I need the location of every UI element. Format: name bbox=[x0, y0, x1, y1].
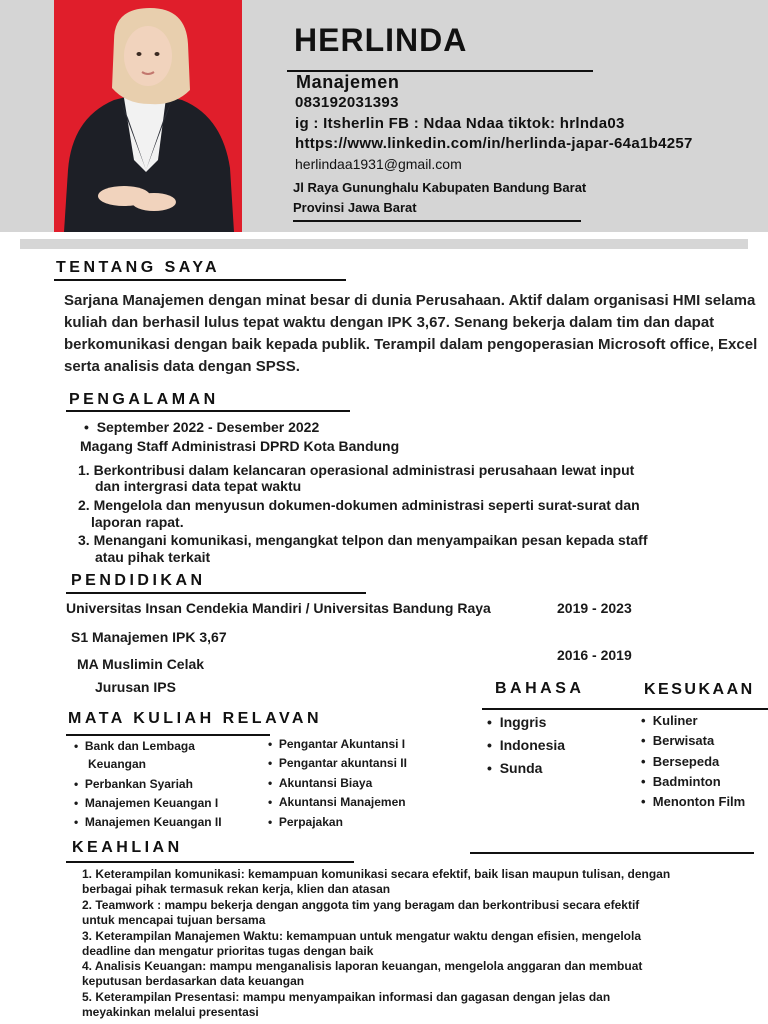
language-item: • Indonesia bbox=[487, 737, 566, 753]
language-item: • Sunda bbox=[487, 760, 543, 776]
skill-item: 2. Teamwork : mampu bekerja dengan anggota tim yang beragam dan berkontribusi secara efektif untuk mencapai tujuan bersama bbox=[82, 898, 640, 927]
courses-heading: MATA KULIAH RELAVAN bbox=[68, 710, 323, 727]
hobby-item: • Menonton Film bbox=[641, 794, 746, 809]
hobbies-heading: KESUKAAN bbox=[644, 681, 755, 698]
language-divider bbox=[482, 708, 768, 710]
bullet-icon: • bbox=[268, 737, 273, 751]
courses-divider bbox=[66, 734, 270, 736]
experience-period-text: September 2022 - Desember 2022 bbox=[96, 419, 320, 435]
address-line-2: Provinsi Jawa Barat bbox=[293, 200, 417, 215]
hobby-item: • Bersepeda bbox=[641, 754, 720, 769]
bullet-icon: • bbox=[641, 754, 646, 769]
course-item: • Manajemen Keuangan I bbox=[74, 796, 219, 810]
bullet-icon: • bbox=[84, 419, 89, 435]
social-accounts: ig : Itsherlin FB : Ndaa Ndaa tiktok: hrlnda03 bbox=[295, 115, 625, 132]
phone-number: 083192031393 bbox=[295, 94, 399, 111]
school-years: 2016 - 2019 bbox=[557, 647, 632, 663]
bullet-icon: • bbox=[268, 756, 273, 770]
education-divider bbox=[66, 592, 366, 594]
skill-item: 5. Keterampilan Presentasi: mampu menyampaikan informasi dan gagasan dengan jelas dan meyakinkan melalui presentasi bbox=[82, 990, 611, 1019]
university-years: 2019 - 2023 bbox=[557, 600, 632, 616]
experience-item-cont: atau pihak terkait bbox=[95, 549, 211, 565]
course-item: • Pengantar akuntansi II bbox=[268, 756, 407, 770]
bullet-icon: • bbox=[74, 796, 79, 810]
bullet-icon: • bbox=[487, 760, 492, 776]
linkedin-link[interactable]: https://www.linkedin.com/in/herlinda-japar-64a1b4257 bbox=[295, 135, 693, 152]
about-divider bbox=[54, 279, 346, 281]
bullet-icon: • bbox=[268, 815, 273, 829]
experience-item: 2. Mengelola dan menyusun dokumen-dokumen administrasi seperti surat-surat dan bbox=[78, 497, 640, 513]
bullet-icon: • bbox=[641, 713, 646, 728]
skill-item: 1. Keterampilan komunikasi: kemampuan komunikasi secara efektif, baik lisan maupun tulisan, dengan berbagai pihak termasuk rekan kerja, klien dan atasan bbox=[82, 867, 671, 896]
bullet-icon: • bbox=[487, 737, 492, 753]
degree: S1 Manajemen IPK 3,67 bbox=[71, 629, 227, 645]
skills-divider bbox=[66, 861, 354, 863]
university-name: Universitas Insan Cendekia Mandiri / Universitas Bandung Raya bbox=[66, 600, 491, 616]
experience-period bbox=[84, 419, 319, 435]
course-item: • Bank dan Lembaga bbox=[74, 739, 195, 753]
school-name: MA Muslimin Celak bbox=[77, 656, 205, 672]
skill-item: 4. Analisis Keuangan: mampu menganalisis laporan keuangan, mengelola anggaran dan membuat keputusan berdasarkan data keuangan bbox=[82, 959, 643, 988]
course-item: • Akuntansi Biaya bbox=[268, 776, 373, 790]
bullet-icon: • bbox=[641, 733, 646, 748]
bullet-icon: • bbox=[268, 776, 273, 790]
experience-item: 3. Menangani komunikasi, mengangkat telpon dan menyampaikan pesan kepada staff bbox=[78, 532, 648, 548]
applicant-name: HERLINDA bbox=[294, 22, 468, 58]
bullet-icon: • bbox=[268, 795, 273, 809]
experience-item: 1. Berkontribusi dalam kelancaran operasional administrasi perusahaan lewat input bbox=[78, 462, 635, 478]
course-item: • Perpajakan bbox=[268, 815, 343, 829]
skill-item: 3. Keterampilan Manajemen Waktu: kemampuan untuk mengatur waktu dengan efisien, mengelola deadline dan mengatur prioritas tugas dengan baik bbox=[82, 929, 642, 958]
skills-heading: KEAHLIAN bbox=[72, 839, 183, 856]
school-major: Jurusan IPS bbox=[95, 679, 176, 695]
language-item: • Inggris bbox=[487, 714, 547, 730]
header-separator-bar bbox=[20, 239, 748, 249]
bullet-icon: • bbox=[641, 774, 646, 789]
course-item: • Pengantar Akuntansi I bbox=[268, 737, 406, 751]
about-text: Sarjana Manajemen dengan minat besar di dunia Perusahaan. Aktif dalam organisasi HMI selama kuliah dan berhasil lulus tepat waktu dengan IPK 3,67. Senang bekerja dalam tim dan dapat berkomunikasi dengan baik kepada publik. Terampil dalam pengoperasian Microsoft office, Excel serta analisis data dengan SPSS. bbox=[64, 292, 758, 375]
course-item: • Manajemen Keuangan II bbox=[74, 815, 222, 829]
course-item-cont: Keuangan bbox=[88, 757, 147, 771]
profile-photo bbox=[54, 0, 242, 232]
bullet-icon: • bbox=[487, 714, 492, 730]
experience-item-cont: laporan rapat. bbox=[91, 514, 184, 530]
email-address[interactable]: herlindaa1931@gmail.com bbox=[295, 156, 462, 172]
language-heading: BAHASA bbox=[495, 680, 585, 697]
experience-heading: PENGALAMAN bbox=[69, 391, 219, 408]
course-item: • Perbankan Syariah bbox=[74, 777, 193, 791]
experience-item-cont: dan intergrasi data tepat waktu bbox=[95, 478, 302, 494]
address-line-1: Jl Raya Gununghalu Kabupaten Bandung Barat bbox=[293, 180, 587, 195]
course-item: • Akuntansi Manajemen bbox=[268, 795, 406, 809]
hobby-item: • Kuliner bbox=[641, 713, 698, 728]
experience-position: Magang Staff Administrasi DPRD Kota Bandung bbox=[80, 438, 400, 454]
bullet-icon: • bbox=[74, 815, 79, 829]
experience-divider bbox=[66, 410, 350, 412]
hobby-item: • Badminton bbox=[641, 774, 721, 789]
bullet-icon: • bbox=[74, 739, 79, 753]
bullet-icon: • bbox=[641, 794, 646, 809]
bullet-icon: • bbox=[74, 777, 79, 791]
person-illustration bbox=[54, 0, 242, 232]
about-heading: TENTANG SAYA bbox=[56, 259, 221, 276]
education-heading: PENDIDIKAN bbox=[71, 572, 206, 589]
hobby-item: • Berwisata bbox=[641, 733, 715, 748]
skills-divider-right bbox=[470, 852, 754, 854]
address-divider bbox=[293, 220, 581, 222]
applicant-title: Manajemen bbox=[296, 72, 400, 92]
